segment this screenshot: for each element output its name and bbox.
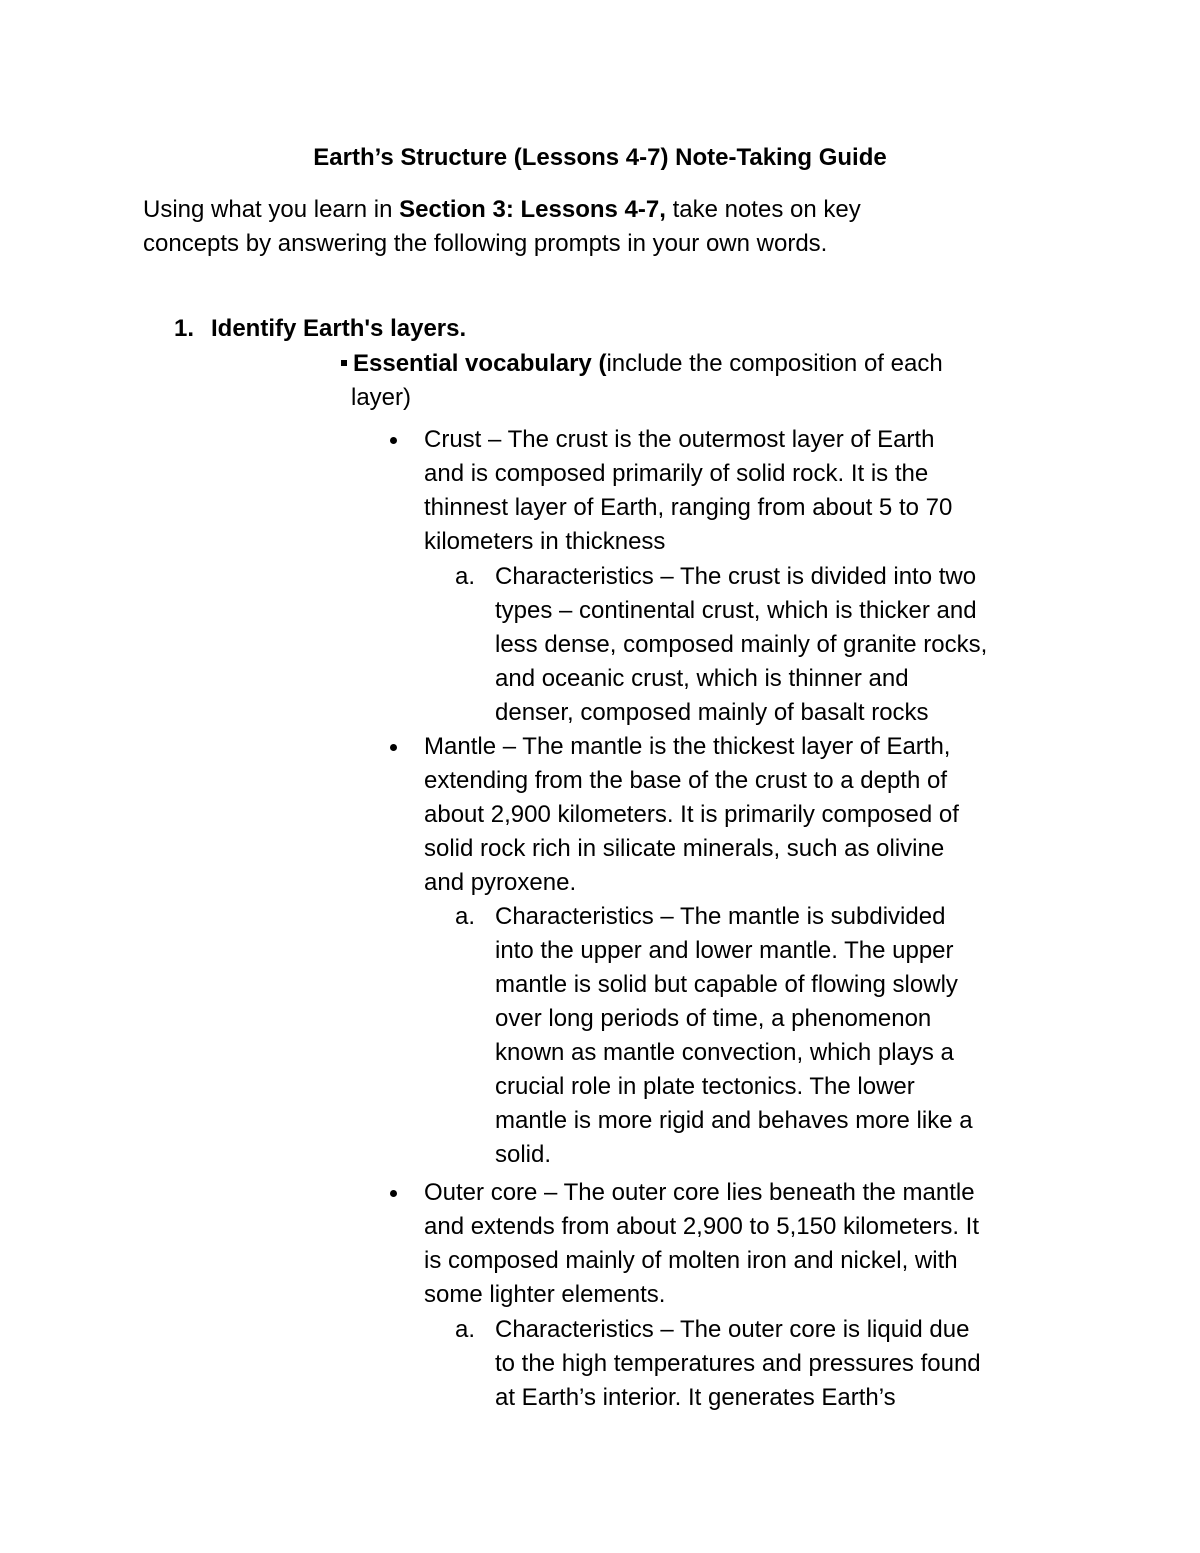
vocab-instruction: include the composition of each [606, 350, 943, 377]
intro-text-end: take notes on key [665, 196, 861, 223]
mantle-char-line: mantle is more rigid and behaves more like a [495, 1107, 973, 1134]
mantle-char-line: known as mantle convection, which plays a [495, 1039, 954, 1066]
intro-section-ref: Section 3: Lessons 4-7, [399, 196, 666, 223]
vocab-line-2: layer) [351, 384, 412, 411]
crust-char-line: less dense, composed mainly of granite rocks, [495, 631, 988, 658]
layer-item-crust [384, 423, 1064, 559]
crust-char-line: denser, composed mainly of basalt rocks [495, 699, 929, 726]
outer-core-char-line: at Earth’s interior. It generates Earth’s [495, 1384, 896, 1411]
outer-core-line: and extends from about 2,900 to 5,150 kilometers. It [424, 1213, 979, 1240]
question-1-number: 1. [174, 315, 195, 342]
mantle-line: Mantle – The mantle is the thickest layer of Earth, [424, 733, 951, 760]
outer-core-char-line: to the high temperatures and pressures found [495, 1350, 981, 1377]
mantle-line: and pyroxene. [424, 869, 577, 896]
mantle-characteristics-text [495, 900, 1065, 1172]
vocab-label: Essential vocabulary ( [353, 350, 607, 377]
crust-char-line: Characteristics – The crust is divided into two [495, 563, 977, 590]
outer-core-line: Outer core – The outer core lies beneath the mantle [424, 1179, 975, 1206]
essential-vocabulary [339, 347, 1059, 415]
crust-description [424, 423, 1064, 559]
list-marker: a. [455, 903, 476, 930]
mantle-char-line: Characteristics – The mantle is subdivided [495, 903, 946, 930]
crust-line: and is composed primarily of solid rock. It is the [424, 460, 929, 487]
bullet-dot-icon [390, 437, 397, 444]
intro-line-1 [143, 193, 1043, 227]
list-marker: a. [455, 563, 476, 590]
outer-core-characteristics [455, 1313, 1065, 1415]
vocab-line-1 [339, 347, 1059, 381]
mantle-line: about 2,900 kilometers. It is primarily composed of [424, 801, 959, 828]
crust-characteristics [455, 560, 1065, 730]
outer-core-char-line: Characteristics – The outer core is liquid due [495, 1316, 970, 1343]
mantle-char-line: solid. [495, 1141, 552, 1168]
intro-paragraph [143, 193, 1043, 261]
crust-char-line: and oceanic crust, which is thinner and [495, 665, 909, 692]
outer-core-line: is composed mainly of molten iron and nickel, with [424, 1247, 958, 1274]
list-marker: a. [455, 1316, 476, 1343]
crust-line: thinnest layer of Earth, ranging from about 5 to 70 [424, 494, 953, 521]
mantle-line: extending from the base of the crust to a depth of [424, 767, 947, 794]
crust-char-line: types – continental crust, which is thicker and [495, 597, 977, 624]
layer-item-mantle [384, 730, 1064, 900]
crust-line: Crust – The crust is the outermost layer of Earth [424, 426, 935, 453]
mantle-char-line: into the upper and lower mantle. The upper [495, 937, 954, 964]
crust-characteristics-text [495, 560, 1065, 730]
square-bullet-icon [341, 360, 347, 366]
outer-core-characteristics-text [495, 1313, 1065, 1415]
layer-item-outer-core [384, 1176, 1064, 1312]
intro-text-start: Using what you learn in [143, 196, 400, 223]
intro-line-2: concepts by answering the following prompts in your own words. [143, 230, 828, 257]
outer-core-line: some lighter elements. [424, 1281, 666, 1308]
question-1-heading [174, 312, 466, 346]
mantle-characteristics [455, 900, 1065, 1172]
question-1-text: Identify Earth's layers. [211, 315, 467, 342]
mantle-char-line: over long periods of time, a phenomenon [495, 1005, 932, 1032]
bullet-dot-icon [390, 744, 397, 751]
mantle-char-line: mantle is solid but capable of flowing slowly [495, 971, 958, 998]
outer-core-description [424, 1176, 1064, 1312]
mantle-line: solid rock rich in silicate minerals, such as olivine [424, 835, 945, 862]
bullet-dot-icon [390, 1190, 397, 1197]
mantle-char-line: crucial role in plate tectonics. The lower [495, 1073, 915, 1100]
document-title: Earth’s Structure (Lessons 4-7) Note-Taking Guide [313, 144, 887, 171]
crust-line: kilometers in thickness [424, 528, 666, 555]
mantle-description [424, 730, 1064, 900]
